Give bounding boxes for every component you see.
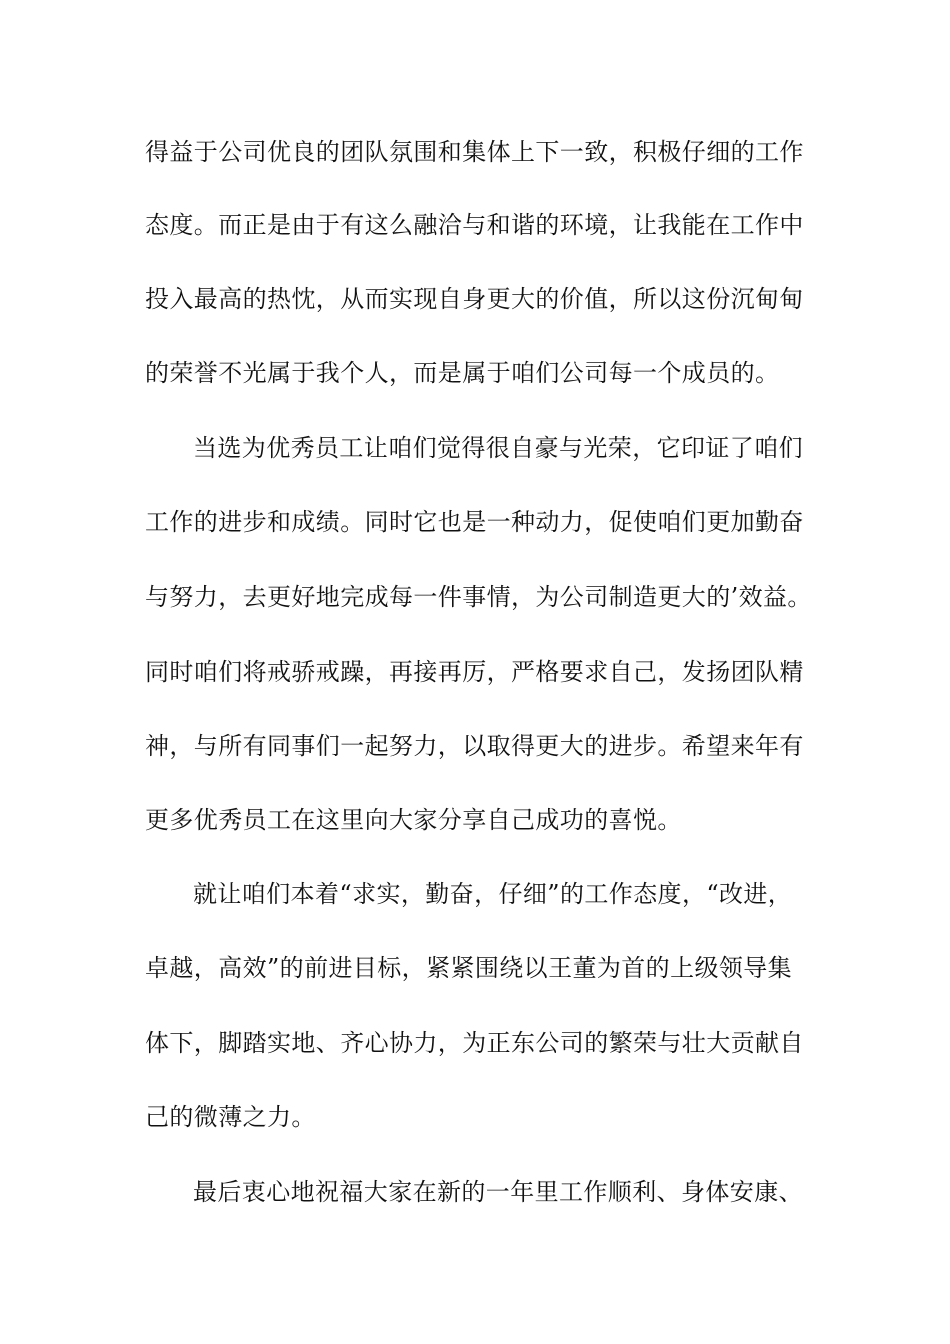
paragraph-2-line-1: 当选为优秀员工让咱们觉得很自豪与光荣，它印证了咱们 <box>193 434 803 462</box>
paragraph-3-line-1: 就让咱们本着“求实，勤奋，仔细”的工作态度，“改进， <box>193 880 793 908</box>
paragraph-1-line-3: 投入最高的热忱，从而实现自身更大的价值，所以这份沉甸甸 <box>145 285 804 313</box>
paragraph-2-line-2: 工作的进步和成绩。同时它也是一种动力，促使咱们更加勤奋 <box>145 508 804 536</box>
paragraph-4-line-1: 最后衷心地祝福大家在新的一年里工作顺利、身体安康、 <box>193 1178 803 1206</box>
paragraph-1-line-2: 态度。而正是由于有这么融洽与和谐的环境，让我能在工作中 <box>145 211 804 239</box>
paragraph-3-line-3: 体下，脚踏实地、齐心协力，为正东公司的繁荣与壮大贡献自 <box>145 1029 804 1057</box>
paragraph-2-line-3: 与努力，去更好地完成每一件事情，为公司制造更大的’效益。 <box>145 583 812 611</box>
paragraph-2-line-6: 更多优秀员工在这里向大家分享自己成功的喜悦。 <box>145 806 682 834</box>
paragraph-3-line-2: 卓越，高效”的前进目标，紧紧围绕以王董为首的上级领导集 <box>145 954 793 982</box>
paragraph-1-line-4: 的荣誉不光属于我个人，而是属于咱们公司每一个成员的。 <box>145 359 780 387</box>
paragraph-3-line-4: 己的微薄之力。 <box>145 1103 316 1131</box>
paragraph-1-line-1: 得益于公司优良的团队氛围和集体上下一致，积极仔细的工作 <box>145 138 804 166</box>
paragraph-2-line-5: 神，与所有同事们一起努力，以取得更大的进步。希望来年有 <box>145 732 804 760</box>
paragraph-2-line-4: 同时咱们将戒骄戒躁，再接再厉，严格要求自己，发扬团队精 <box>145 658 804 686</box>
